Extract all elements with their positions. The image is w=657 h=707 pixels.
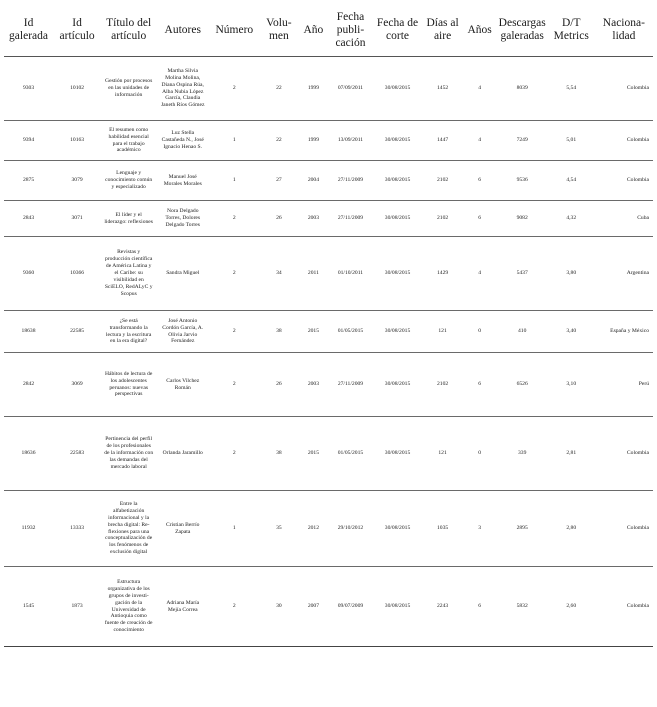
cell-id-articulo: 22583 [53,417,101,491]
cell-anios: 6 [463,201,497,237]
cell-volumen: 34 [259,237,298,311]
table-header-row [4,6,653,57]
cell-numero: 2 [209,311,259,353]
cell-numero: 2 [209,567,259,647]
cell-dt-metrics: 2,81 [548,417,595,491]
cell-dt-metrics: 2,60 [548,567,595,647]
cell-titulo: Revistas y producción científica de América Latina y el Caribe: su visibilidad en SciELO, RedALyC y Scopus [101,237,156,311]
cell-anios: 0 [463,311,497,353]
cell-volumen: 22 [259,121,298,161]
table-row [4,57,653,121]
cell-autores: Cristian Berrío Zapata [156,491,209,567]
cell-nacionalidad: Colombia [595,121,653,161]
table-body [4,57,653,647]
cell-descargas: 5437 [497,237,548,311]
cell-volumen: 27 [259,161,298,201]
cell-id-articulo: 3069 [53,353,101,417]
cell-fecha-publicacion: 01/05/2015 [328,311,372,353]
cell-descargas: 2895 [497,491,548,567]
cell-dias: 2102 [423,161,463,201]
cell-titulo: Estructura organizativa de los grupos de investigación de la Universidad de Antioquia como fuente de creación de conocimiento [101,567,156,647]
cell-anio: 2007 [298,567,328,647]
cell-fecha-corte: 30/08/2015 [372,57,422,121]
header-dt-metrics: D/T Metrics [548,6,595,57]
cell-numero: 2 [209,237,259,311]
cell-dt-metrics: 3,80 [548,237,595,311]
header-id-galerada: Id galerada [4,6,53,57]
cell-fecha-publicacion: 09/07/2009 [328,567,372,647]
cell-fecha-corte: 30/08/2015 [372,237,422,311]
table-row [4,491,653,567]
cell-autores: Manuel José Morales Morales [156,161,209,201]
cell-descargas: 410 [497,311,548,353]
cell-id-galerada: 9360 [4,237,53,311]
cell-dias: 1447 [423,121,463,161]
cell-anio: 1999 [298,121,328,161]
cell-id-galerada: 11932 [4,491,53,567]
cell-volumen: 38 [259,311,298,353]
cell-nacionalidad: Colombia [595,161,653,201]
cell-dias: 2102 [423,201,463,237]
cell-id-galerada: 9303 [4,57,53,121]
cell-id-galerada: 9394 [4,121,53,161]
cell-anio: 1999 [298,57,328,121]
cell-id-articulo: 10366 [53,237,101,311]
cell-nacionalidad: Argentina [595,237,653,311]
cell-titulo: ¿Se está transformando la lectura y la escritura en la era digital? [101,311,156,353]
cell-anios: 4 [463,121,497,161]
cell-anios: 4 [463,57,497,121]
cell-dias: 1035 [423,491,463,567]
cell-dt-metrics: 5,54 [548,57,595,121]
header-nacionalidad: Nacionalidad [595,6,653,57]
articles-table [4,6,653,647]
cell-id-articulo: 3079 [53,161,101,201]
cell-autores: Sandra Miguel [156,237,209,311]
cell-fecha-publicacion: 29/10/2012 [328,491,372,567]
cell-id-articulo: 13333 [53,491,101,567]
cell-anio: 2011 [298,237,328,311]
cell-anios: 6 [463,161,497,201]
cell-autores: Nora Delgado Torres, Dolores Delgado Torres [156,201,209,237]
cell-dt-metrics: 2,80 [548,491,595,567]
header-titulo: Título del artículo [101,6,156,57]
cell-fecha-corte: 30/08/2015 [372,311,422,353]
cell-fecha-corte: 30/08/2015 [372,567,422,647]
header-anios: Años [463,6,497,57]
table-row [4,311,653,353]
table-row [4,417,653,491]
cell-dias: 1452 [423,57,463,121]
cell-numero: 1 [209,121,259,161]
cell-titulo: Pertinencia del perfil de los profesionales de la información con las demandas del mercado laboral [101,417,156,491]
cell-fecha-corte: 30/08/2015 [372,201,422,237]
cell-dias: 2243 [423,567,463,647]
cell-titulo: El resumen como habilidad esencial para el trabajo académico [101,121,156,161]
cell-dt-metrics: 3,10 [548,353,595,417]
cell-nacionalidad: Colombia [595,57,653,121]
cell-fecha-publicacion: 07/09/2011 [328,57,372,121]
cell-anio: 2003 [298,201,328,237]
cell-anio: 2015 [298,417,328,491]
cell-volumen: 30 [259,567,298,647]
cell-volumen: 26 [259,201,298,237]
cell-dias: 2102 [423,353,463,417]
cell-descargas: 9082 [497,201,548,237]
cell-fecha-corte: 30/08/2015 [372,161,422,201]
table-row [4,567,653,647]
cell-autores: Martha Silvia Molina Molina, Diana Ospina Rúa, Alba Nubia López García, Claudia Janeth Ríos Gómez [156,57,209,121]
cell-id-galerada: 2875 [4,161,53,201]
cell-id-articulo: 1873 [53,567,101,647]
cell-numero: 2 [209,201,259,237]
cell-anio: 2015 [298,311,328,353]
header-fecha-publicacion: Fecha publicación [328,6,372,57]
cell-volumen: 22 [259,57,298,121]
cell-volumen: 38 [259,417,298,491]
cell-autores: Orlanda Jaramillo [156,417,209,491]
cell-dias: 121 [423,311,463,353]
cell-descargas: 8039 [497,57,548,121]
table-row [4,161,653,201]
cell-fecha-publicacion: 01/10/2011 [328,237,372,311]
cell-titulo: El líder y el liderazgo: reflexiones [101,201,156,237]
cell-nacionalidad: Perú [595,353,653,417]
cell-anios: 6 [463,567,497,647]
cell-dias: 1429 [423,237,463,311]
cell-nacionalidad: Cuba [595,201,653,237]
cell-volumen: 26 [259,353,298,417]
cell-titulo: Entre la alfabetización informacional y la brecha digital: Reflexiones para una conceptualización de los fenómenos de exclusión digital [101,491,156,567]
cell-numero: 1 [209,161,259,201]
cell-numero: 2 [209,57,259,121]
cell-numero: 1 [209,491,259,567]
cell-anio: 2003 [298,353,328,417]
cell-anios: 4 [463,237,497,311]
header-dias: Días al aire [423,6,463,57]
cell-descargas: 339 [497,417,548,491]
cell-id-galerada: 1545 [4,567,53,647]
cell-nacionalidad: Colombia [595,417,653,491]
cell-descargas: 6526 [497,353,548,417]
table-row [4,237,653,311]
cell-anio: 2012 [298,491,328,567]
cell-fecha-publicacion: 27/11/2009 [328,201,372,237]
cell-descargas: 5832 [497,567,548,647]
cell-anio: 2004 [298,161,328,201]
table-row [4,201,653,237]
cell-fecha-corte: 30/08/2015 [372,353,422,417]
cell-nacionalidad: Colombia [595,491,653,567]
header-descargas: Descargas galeradas [497,6,548,57]
header-numero: Número [209,6,259,57]
cell-id-galerada: 2843 [4,201,53,237]
cell-anios: 6 [463,353,497,417]
cell-fecha-corte: 30/08/2015 [372,491,422,567]
cell-dt-metrics: 5,01 [548,121,595,161]
cell-numero: 2 [209,417,259,491]
cell-descargas: 9536 [497,161,548,201]
cell-anios: 0 [463,417,497,491]
cell-fecha-publicacion: 01/05/2015 [328,417,372,491]
cell-id-articulo: 3071 [53,201,101,237]
cell-anios: 3 [463,491,497,567]
cell-id-galerada: 2842 [4,353,53,417]
cell-id-galerada: 18636 [4,417,53,491]
cell-titulo: Gestión por procesos en las unidades de información [101,57,156,121]
cell-fecha-publicacion: 13/09/2011 [328,121,372,161]
table-row [4,121,653,161]
header-anio: Año [298,6,328,57]
cell-autores: José Antonio Cordón García, A. Olivia Jarvio Fernández [156,311,209,353]
cell-autores: Adriana María Mejía Correa [156,567,209,647]
cell-titulo: Hábitos de lectura de los adolescentes peruanos: nuevas perspectivas [101,353,156,417]
cell-volumen: 35 [259,491,298,567]
cell-id-articulo: 22585 [53,311,101,353]
cell-fecha-corte: 30/08/2015 [372,121,422,161]
table-row [4,353,653,417]
header-autores: Autores [156,6,209,57]
header-volumen: Volumen [259,6,298,57]
cell-dt-metrics: 3,40 [548,311,595,353]
cell-id-articulo: 10102 [53,57,101,121]
cell-dt-metrics: 4,32 [548,201,595,237]
cell-nacionalidad: España y México [595,311,653,353]
cell-descargas: 7249 [497,121,548,161]
cell-fecha-corte: 30/08/2015 [372,417,422,491]
cell-autores: Luz Stella Castañeda N., José Ignacio Henao S. [156,121,209,161]
header-fecha-corte: Fecha de corte [372,6,422,57]
cell-numero: 2 [209,353,259,417]
cell-fecha-publicacion: 27/11/2009 [328,161,372,201]
cell-id-galerada: 18638 [4,311,53,353]
cell-nacionalidad: Colombia [595,567,653,647]
header-id-articulo: Id artículo [53,6,101,57]
cell-fecha-publicacion: 27/11/2009 [328,353,372,417]
cell-id-articulo: 10163 [53,121,101,161]
cell-autores: Carlos Vilchez Román [156,353,209,417]
cell-titulo: Lenguaje y conocimiento común y especializado [101,161,156,201]
cell-dias: 121 [423,417,463,491]
cell-dt-metrics: 4,54 [548,161,595,201]
